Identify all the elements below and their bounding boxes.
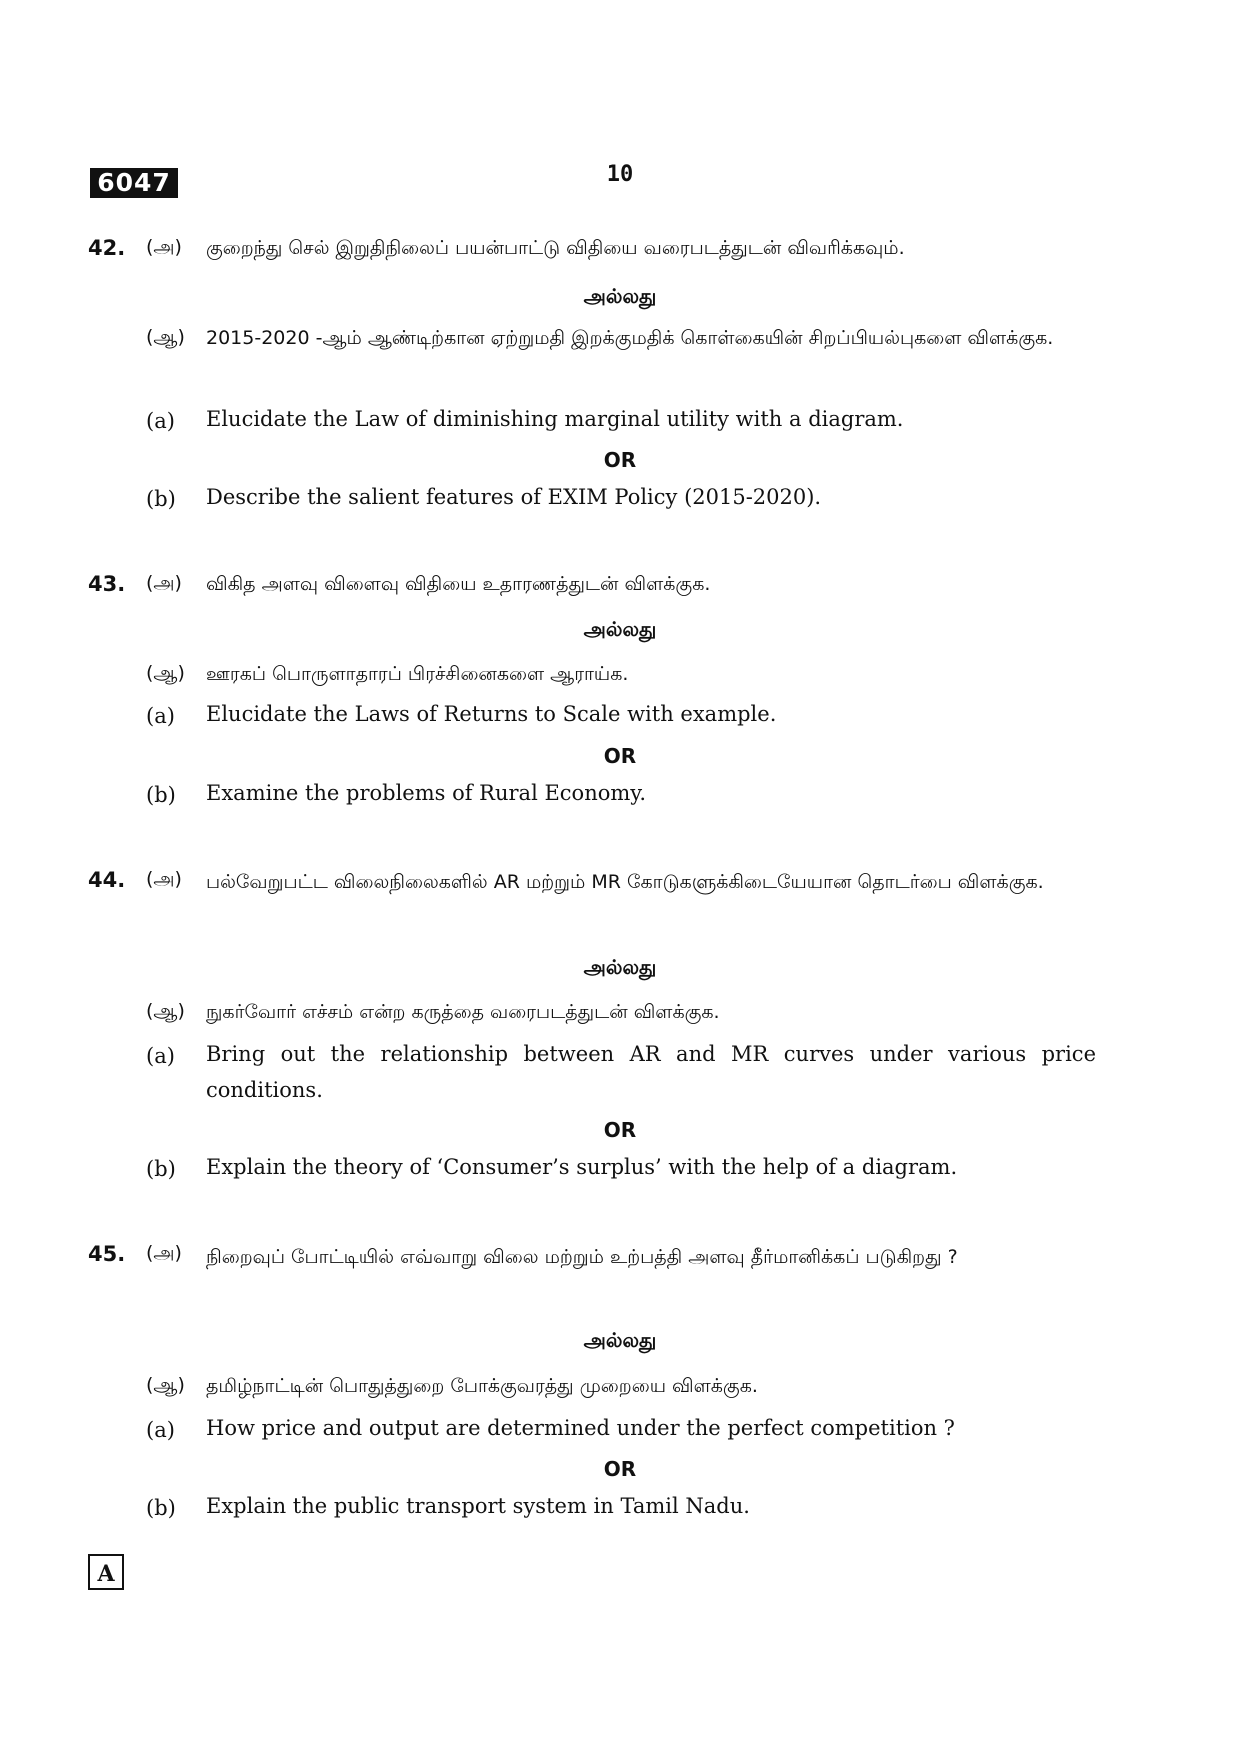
option-label: (a): [146, 409, 175, 433]
or-separator-ta: அல்லது: [583, 617, 657, 641]
question-number: 42.: [88, 236, 126, 260]
or-separator-en: OR: [603, 1457, 637, 1481]
question-text-ta-b: தமிழ்நாட்டின் பொதுத்துறை போக்குவரத்து முறையை விளக்குக.: [206, 1375, 758, 1397]
question-text-ta-b: நுகர்வோர் எச்சம் என்ற கருத்தை வரைபடத்துடன் விளக்குக.: [206, 1001, 720, 1023]
or-separator-ta: அல்லது: [583, 284, 657, 308]
series-code-box: A: [88, 1554, 124, 1590]
question-text-ta-a: குறைந்து செல் இறுதிநிலைப் பயன்பாட்டு விதியை வரைபடத்துடன் விவரிக்கவும்.: [206, 237, 905, 259]
option-label: (a): [146, 1418, 175, 1442]
option-label: (ஆ): [146, 1374, 185, 1396]
option-label: (b): [146, 487, 176, 511]
option-label: (ஆ): [146, 1000, 185, 1022]
option-label: (b): [146, 1157, 176, 1181]
or-separator-ta: அல்லது: [583, 1328, 657, 1352]
option-label: (b): [146, 1496, 176, 1520]
option-label: (அ): [146, 236, 182, 258]
or-separator-en: OR: [603, 1118, 637, 1142]
option-label: (a): [146, 1044, 175, 1068]
question-text-en-b: Describe the salient features of EXIM Policy (2015-2020).: [206, 485, 822, 509]
question-text-en-a: Elucidate the Law of diminishing marginal utility with a diagram.: [206, 407, 904, 431]
question-text-en-b: Explain the public transport system in Tamil Nadu.: [206, 1494, 750, 1518]
question-text-en-b: Explain the theory of ‘Consumer’s surplus’ with the help of a diagram.: [206, 1155, 958, 1179]
option-label: (அ): [146, 868, 182, 890]
or-separator-en: OR: [603, 448, 637, 472]
or-separator-en: OR: [603, 744, 637, 768]
question-text-ta-b: ஊரகப் பொருளாதாரப் பிரச்சினைகளை ஆராய்க.: [206, 663, 629, 685]
question-text-ta-a: நிறைவுப் போட்டியில் எவ்வாறு விலை மற்றும் உற்பத்தி அளவு தீர்மானிக்கப் படுகிறது ?: [206, 1246, 958, 1268]
or-separator-ta: அல்லது: [583, 955, 657, 979]
option-label: (a): [146, 704, 175, 728]
option-label: (ஆ): [146, 662, 185, 684]
option-label: (ஆ): [146, 326, 185, 348]
option-label: (b): [146, 783, 176, 807]
question-text-en-b: Examine the problems of Rural Economy.: [206, 781, 647, 805]
question-number: 45.: [88, 1242, 126, 1266]
question-text-en-a: Bring out the relationship between AR and MR curves under various price conditions.: [206, 1042, 1096, 1102]
question-text-en-a: Elucidate the Laws of Returns to Scale with example.: [206, 702, 777, 726]
question-number: 44.: [88, 868, 126, 892]
paper-code: 6047: [90, 168, 178, 198]
option-label: (அ): [146, 1242, 182, 1264]
question-number: 43.: [88, 572, 126, 596]
question-text-ta-b: 2015-2020 -ஆம் ஆண்டிற்கான ஏற்றுமதி இறக்குமதிக் கொள்கையின் சிறப்பியல்புகளை விளக்குக.: [206, 327, 1054, 349]
question-text-en-a: How price and output are determined under the perfect competition ?: [206, 1416, 955, 1440]
question-text-ta-a: பல்வேறுபட்ட விலைநிலைகளில் AR மற்றும் MR கோடுகளுக்கிடையேயான தொடர்பை விளக்குக.: [206, 871, 1044, 893]
page-number: 10: [606, 162, 634, 187]
question-text-ta-a: விகித அளவு விளைவு விதியை உதாரணத்துடன் விளக்குக.: [206, 573, 711, 595]
option-label: (அ): [146, 572, 182, 594]
